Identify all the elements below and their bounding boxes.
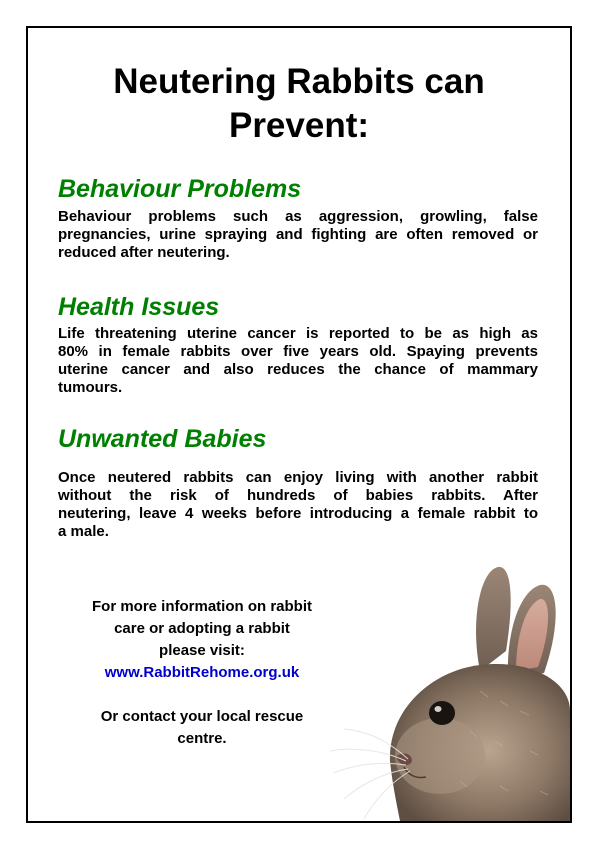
info-line: Or contact your local rescue [100,708,304,725]
body-line: reduced after neutering. [58,244,230,261]
info-line: centre. [177,730,227,747]
heading-unwanted-babies: Unwanted Babies [58,425,267,453]
body-line: tumours. [58,379,123,396]
info-line: care or adopting a rabbit [114,620,290,637]
body-line: Behaviour problems such as aggression, growling, false [58,208,538,225]
body-line: uterine cancer and also reduces the chance of mammary [58,361,538,378]
body-unwanted-babies [58,469,538,541]
body-line: without the risk of hundreds of babies rabbits. After [58,487,538,504]
info-block [54,596,350,750]
poster-title-line-2: Prevent: [228,106,370,145]
heading-health-issues: Health Issues [58,293,220,321]
body-line: Life threatening uterine cancer is reported to be as high as [58,325,538,342]
body-line: a male. [58,523,109,540]
body-health-issues [58,325,538,397]
poster-frame [26,26,572,823]
rabbit-photo [330,561,570,821]
body-line: Once neutered rabbits can enjoy living with another rabbit [58,469,538,486]
body-behaviour-problems [58,208,538,262]
body-line: neutering, leave 4 weeks before introducing a female rabbit to [58,505,538,522]
body-line: 80% in female rabbits over five years old. Spaying prevents [58,343,538,360]
info-spacer [54,684,350,706]
info-line: For more information on rabbit [92,598,312,615]
rehome-website-link[interactable]: www.RabbitRehome.org.uk [104,664,300,681]
body-line: pregnancies, urine spraying and fighting are often removed or [58,226,538,243]
poster-title-line-1: Neutering Rabbits can [113,62,485,101]
heading-behaviour-problems: Behaviour Problems [58,175,302,203]
info-line: please visit: [159,642,245,659]
